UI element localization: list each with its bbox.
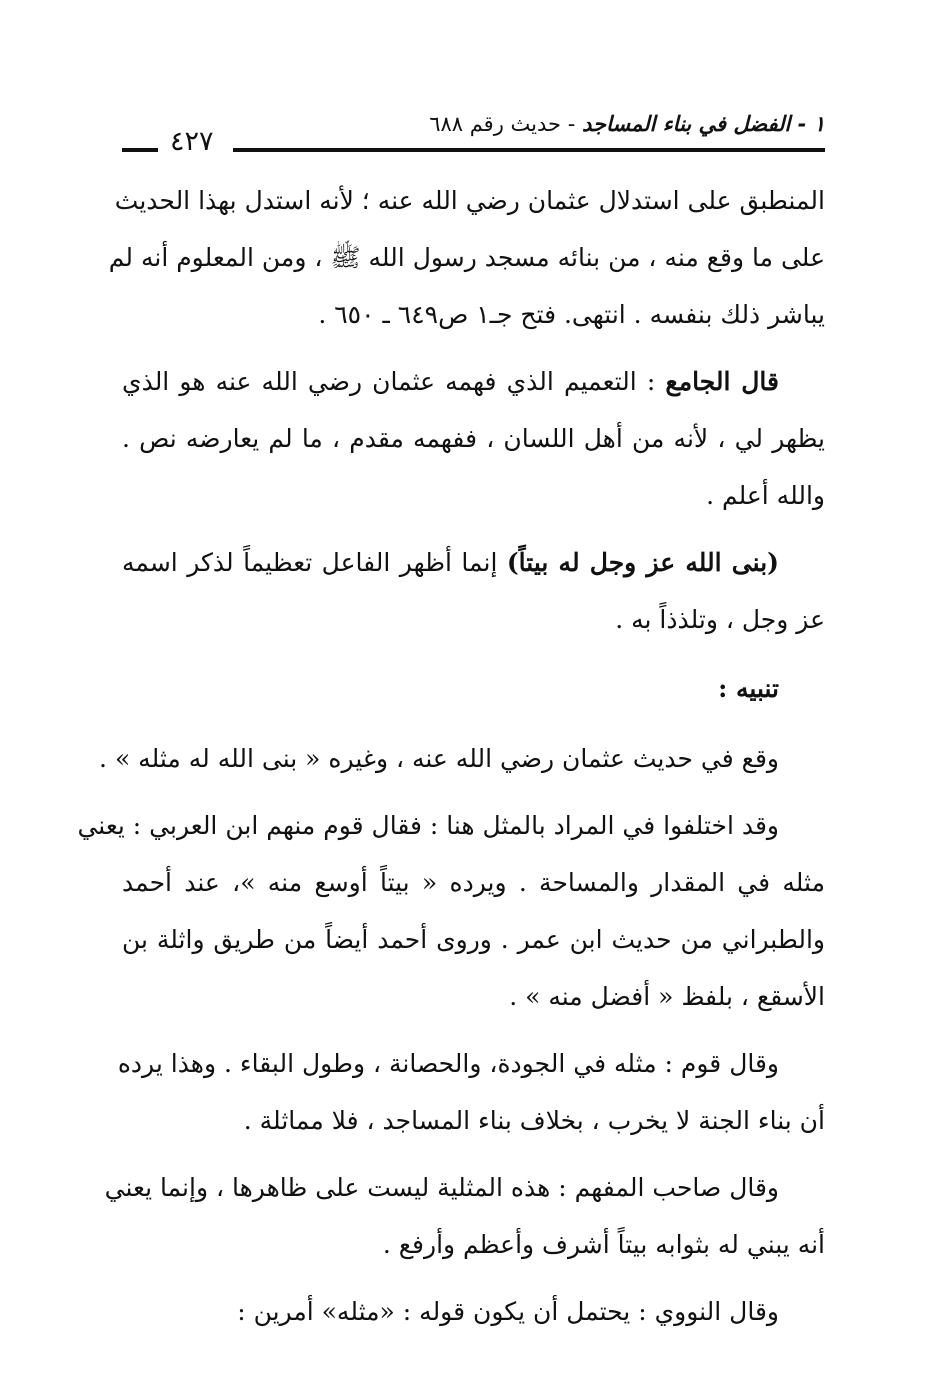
paragraph [104,1159,825,1273]
text-line: وقال صاحب المفهم : هذه المثلية ليست على ظاهرها ، وإنما يعني [104,1173,779,1202]
text-line: الأسقع ، بلفظ « أفضل منه » . [509,982,825,1011]
text-run: إنما أظهر الفاعل تعظيماً لذكر اسمه [122,548,507,577]
header-separator: - [567,112,576,136]
text-line: والطبراني من حديث ابن عمر . وروى أحمد أيضاً من طريق واثلة بن [122,925,825,954]
text-line: مثله في المقدار والمساحة . ويرده « بيتاً أوسع منه »، عند أحمد [122,868,825,897]
paragraph [77,797,825,1025]
text-run: : التعميم الذي فهمه عثمان رضي الله عنه هو الذي [122,367,666,396]
header-hadith-ref: حديث رقم ٦٨٨ [429,112,562,136]
text-line [122,534,825,591]
text-line: أن بناء الجنة لا يخرب ، بخلاف بناء المساجد ، فلا مماثلة . [243,1106,825,1135]
lead-term: قال الجامع [665,367,780,396]
text-line: وقع في حديث عثمان رضي الله عنه ، وغيره « بنى الله له مثله » . [99,744,779,773]
text-line: والله أعلم . [706,481,825,510]
text-line: يظهر لي ، لأنه من أهل اللسان ، ففهمه مقدم ، ما لم يعارضه نص . [122,424,825,453]
lead-term: (بنى الله عز وجل له بيتاً) [506,548,779,577]
header-chapter: ١ - الفضل في بناء المساجد [581,112,825,136]
header-title [429,112,825,136]
text-line: عز وجل ، وتلذذاً به . [615,605,825,634]
text-line: على ما وقع منه ، من بنائه مسجد رسول الله ﷺ ، ومن المعلوم أنه لم [108,243,825,272]
paragraph [122,534,825,648]
header-rule [233,148,825,152]
paragraph [122,658,825,720]
text-line: وقال النووي : يحتمل أن يكون قوله : «مثله» أمرين : [237,1297,779,1326]
running-header [122,104,825,157]
paragraph [122,1283,825,1340]
section-heading: تنبيه : [718,674,779,703]
paragraph [108,172,825,343]
page-body [77,172,825,1350]
page-number-rule [122,148,158,152]
text-line: وقال قوم : مثله في الجودة، والحصانة ، وطول البقاء . وهذا يرده [117,1049,779,1078]
text-line: أنه يبني له بثوابه بيتاً أشرف وأعظم وأرفع . [382,1230,825,1259]
text-line [122,353,825,410]
text-line: وقد اختلفوا في المراد بالمثل هنا : فقال قوم منهم ابن العربي : يعني [77,811,779,840]
paragraph [122,353,825,524]
paragraph [117,1035,825,1149]
text-line: المنطبق على استدلال عثمان رضي الله عنه ؛ لأنه استدل بهذا الحديث [114,186,825,215]
paragraph [99,730,825,787]
text-line: يباشر ذلك بنفسه . انتهى. فتح جـ١ ص٦٤٩ ـ ٦٥٠ . [318,300,825,329]
page-number: ٤٢٧ [170,126,214,157]
